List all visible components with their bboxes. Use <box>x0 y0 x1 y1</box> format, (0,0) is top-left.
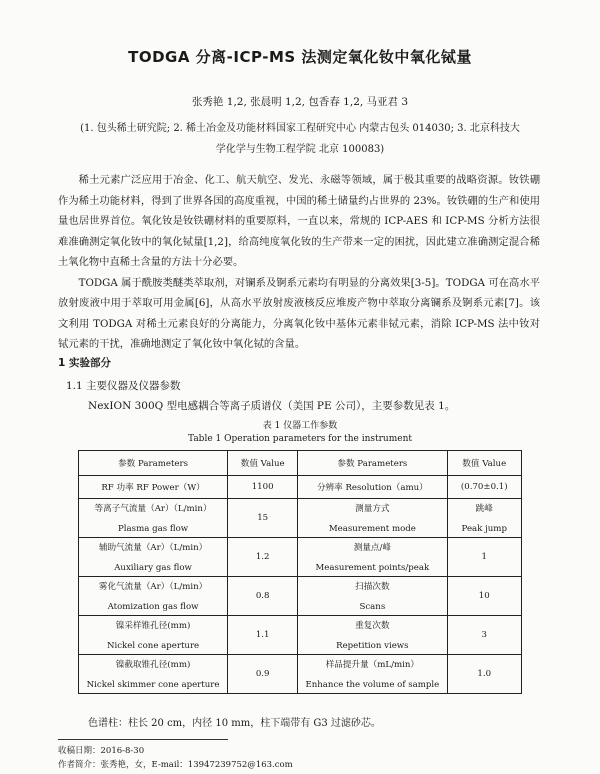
value-cell: 10 <box>447 577 522 616</box>
param-cell: 扫描次数 Scans <box>298 577 447 616</box>
value-cell: 0.9 <box>228 655 298 694</box>
param-cell: 重复次数 Repetition views <box>298 616 447 655</box>
value-cell: 3 <box>447 616 522 655</box>
table-row <box>79 538 522 577</box>
table-caption-en: Table 1 Operation parameters for the instrument <box>188 434 412 444</box>
value-cell: 1.0 <box>447 655 522 694</box>
paper-title: TODGA 分离-ICP-MS 法测定氧化钕中氧化铽量 <box>128 48 472 66</box>
affiliations: (1. 包头稀土研究院; 2. 稀土冶金及功能材料国家工程研究中心 内蒙古包头 014030; 3. 北京科技大学化学与生物工程学院 北京 100083) <box>80 123 520 155</box>
value-cell: 1100 <box>228 476 298 499</box>
param-cell: 测量点/峰 Measurement points/peak <box>298 538 447 577</box>
subsection-heading: 1.1 主要仪器及仪器参数 <box>66 380 181 392</box>
value-cell: (0.70±0.1) <box>447 476 522 499</box>
param-cell: 样品提升量（mL/min） Enhance the volume of sample <box>298 655 447 694</box>
received-date: 收稿日期：2016-8-30 <box>58 746 145 756</box>
intro-paragraph-2: TODGA 属于酰胺类醚类萃取剂，对镧系及锕系元素均有明显的分离效果[3-5]。TODGA 可在高水平放射废液中用于萃取可用金属[6]，从高水平放射废液核反应堆废产物中萃取分离镧系及锕系元素[7]。该文利用 TODGA 对稀土元素良好的分离能力，分离氧化钕中基体元素非铽元素，消除 ICP-MS 法中钕对铽元素的干扰，准确地测定了氧化钕中氧化铽的含量。 <box>58 276 540 350</box>
param-cell: 测量方式 Measurement mode <box>298 499 447 538</box>
table-caption-cn: 表 1 仪器工作参数 <box>262 421 338 431</box>
value-cell: 15 <box>228 499 298 538</box>
param-cell: RF 功率 RF Power（W） <box>79 476 228 499</box>
header-parameters-2: 参数 Parameters <box>298 451 447 476</box>
intro-paragraph-1: 稀土元素广泛应用于冶金、化工、航天航空、发光、永磁等领域，属于极其重要的战略资源。钕铁硼作为稀土功能材料，得到了世界各国的高度重视，中国的稀土储量约占世界的 23%。钕铁硼的生产和使用量也居世界首位。氧化钕是钕铁硼材料的重要原料，一直以来，常规的 ICP-AES 和 ICP-MS 分析方法很难准确测定氧化钕中的氧化铽量[1,2]，给高纯度氧化钕的生产带来一定的困扰，因此建立准确测定混合稀土氧化物中直稀土含量的方法十分必要。 <box>58 174 540 268</box>
author-list: 张秀艳 1,2, 张晨明 1,2, 包香春 1,2, 马亚君 3 <box>191 96 409 108</box>
column-note: 色谱柱：柱长 20 cm，内径 10 mm，柱下端带有 G3 过滤砂芯。 <box>88 718 381 729</box>
header-parameters: 参数 Parameters <box>79 451 228 476</box>
table-row <box>79 476 522 499</box>
header-value: 数值 Value <box>228 451 298 476</box>
footnote-divider <box>58 739 228 740</box>
table-row <box>79 655 522 694</box>
table-row <box>79 577 522 616</box>
section-heading: 1 实验部分 <box>58 357 111 369</box>
table-row <box>79 616 522 655</box>
intro-section <box>58 170 540 355</box>
param-cell: 雾化气流量（Ar）（L/min） Atomization gas flow <box>79 577 228 616</box>
table-header-row <box>79 451 522 476</box>
param-cell: 分辨率 Resolution（amu） <box>298 476 447 499</box>
value-cell: 1.2 <box>228 538 298 577</box>
param-cell: 等离子气流量（Ar）（L/min） Plasma gas flow <box>79 499 228 538</box>
author-info: 作者简介：张秀艳，女，E-mail：13947239752@163.com <box>58 760 293 770</box>
param-cell: 镍截取锥孔径(mm) Nickel skimmer cone aperture <box>79 655 228 694</box>
parameters-table <box>78 450 522 694</box>
param-cell: 辅助气流量（Ar）（L/min） Auxiliary gas flow <box>79 538 228 577</box>
header-value-2: 数值 Value <box>447 451 522 476</box>
param-cell: 镍采样锥孔径(mm) Nickel cone aperture <box>79 616 228 655</box>
table-row <box>79 499 522 538</box>
value-cell: 跳峰 Peak jump <box>447 499 522 538</box>
value-cell: 1 <box>447 538 522 577</box>
value-cell: 0.8 <box>228 577 298 616</box>
instrument-text: NexION 300Q 型电感耦合等离子质谱仪（美国 PE 公司），主要参数见表 1。 <box>88 400 456 412</box>
value-cell: 1.1 <box>228 616 298 655</box>
